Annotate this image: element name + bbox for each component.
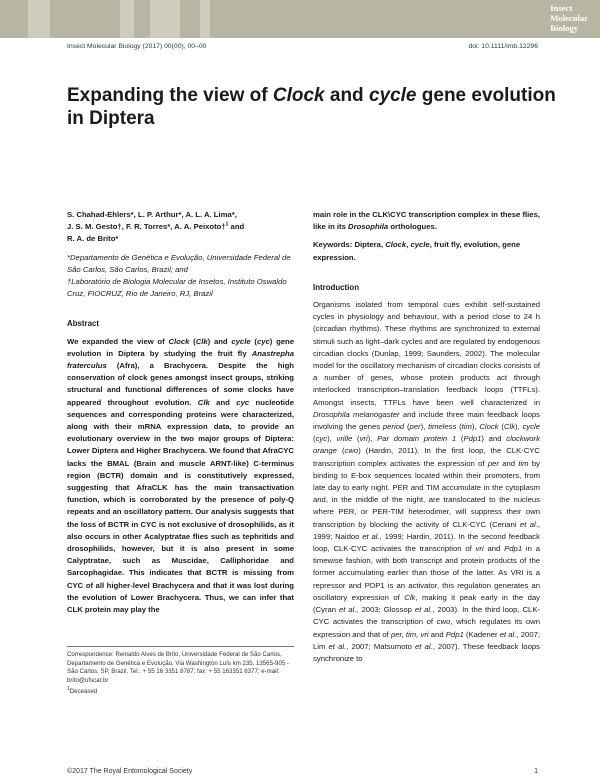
intro-segment: and (428, 629, 446, 639)
title-gene-clock: Clock (272, 85, 325, 106)
italic-term: vri (359, 434, 368, 444)
introduction-heading: Introduction (313, 282, 360, 292)
italic-term: et al. (362, 531, 380, 541)
deceased-marker: 1 (225, 221, 229, 228)
introduction-text (313, 299, 540, 665)
italic-term: vri (475, 544, 484, 554)
deceased-note: $^1$Deceased (67, 685, 98, 695)
intro-segment: ( (352, 434, 360, 444)
intro-segment: ) (Hardin, 2011). In the first loop, the CLK-CYC transcription complex activates the expression of (313, 446, 540, 468)
italic-term: clockwork orange (313, 434, 540, 456)
journal-logo (550, 3, 588, 33)
banner-decoration (28, 0, 50, 38)
italic-term: et al. (328, 641, 347, 651)
intro-segment: in a timewise fashion, with both transcript and protein products of the former accumulating earlier than those of the latter. As VRI is a repressor and PDP1 is an activator, this regulation generates an oscillatory expression of (313, 544, 540, 602)
journal-logo-line: Molecular (550, 13, 588, 23)
intro-segment: , 2007; Lim (313, 629, 541, 651)
right-column (313, 209, 540, 665)
italic-term: Clock (479, 422, 499, 432)
intro-segment: ), (420, 422, 429, 432)
author-list (67, 209, 294, 246)
italic-term: et al. (415, 641, 433, 651)
intro-segment: , 1999; Naidoo (313, 519, 540, 541)
doi: doi: 10.1111/imb.12296 (468, 43, 538, 50)
intro-segment: ), (327, 434, 337, 444)
intro-segment: , 2003; Glossop (356, 605, 415, 615)
italic-term: Clk (503, 422, 516, 432)
intro-segment: and (498, 458, 519, 468)
intro-segment: ( (498, 422, 504, 432)
intro-segment: ( (456, 422, 462, 432)
italic-term: Pdp1 (445, 629, 464, 639)
italic-term: per, tim, vri (390, 629, 429, 639)
intro-segment: , 2003). In the third loop, CLK-CYC activates the transcription of (313, 605, 541, 627)
title-text: Expanding the view of (67, 85, 273, 106)
italic-term: per (409, 422, 421, 432)
intro-segment: by binding to E-box sequences located within their promoters, from late day to early night. PER and TIM accumulate in the cytoplasm and, in the middle of the night, are translocated to the nucleus where PER, or PER-TIM heterodimer, will suppress their own transcription by blocking the activity of CLK-CYC (Ceriani (313, 458, 540, 529)
article-title (67, 84, 567, 130)
banner-decoration (150, 0, 180, 38)
author-line: S. Chahad-Ehlers*, L. P. Arthur*, A. L. A. Lima*, (67, 210, 237, 219)
italic-term: cwo (344, 446, 359, 456)
banner-decoration (120, 0, 134, 38)
affiliation: *Departamento de Genética e Evolução, Universidade Federal de São Carlos, São Carlos, Brazil; and (67, 252, 291, 274)
italic-term: tim (518, 458, 529, 468)
abstract-heading: Abstract (67, 319, 100, 329)
left-column (67, 209, 294, 616)
intro-segment: ), (515, 422, 523, 432)
intro-segment: and include three main feedback loops involving the genes (313, 409, 540, 432)
italic-term: et al. (519, 519, 538, 529)
intro-segment: , making it peak early in the day (Cyran (313, 592, 540, 615)
italic-term: et al. (414, 605, 433, 615)
italic-term: et al. (499, 629, 517, 639)
intro-segment: , 1999; Hardin, 2011). In the second feedback loop, CLK-CYC activates the transcription of (313, 531, 540, 554)
abstract-continuation: main role in the CLK\CYC transcription complex in these flies, like in its Drosophila orthologues. (313, 210, 540, 232)
banner-decoration (200, 0, 210, 38)
intro-segment: ( (336, 446, 345, 456)
journal-logo-line: Insect (550, 3, 573, 13)
italic-term: per (487, 458, 499, 468)
title-text: gene evolution in Diptera (67, 85, 556, 129)
intro-segment: ( (404, 422, 410, 432)
title-gene-cycle: cycle (368, 85, 417, 106)
journal-banner (0, 0, 600, 38)
author-line: J. S. M. Gesto†, F. R. Torres*, A. A. Peixoto†$^1$ and (67, 221, 245, 232)
intro-segment: ), (367, 434, 378, 444)
italic-term: Pdp1 (463, 434, 482, 444)
italic-term: Clk (404, 592, 416, 602)
italic-term: Pdp1 (504, 544, 523, 554)
intro-segment: (Kadener (463, 629, 500, 639)
italic-term: tim (461, 422, 472, 432)
intro-segment: , 2007). These feedback loops synchronize to (313, 641, 540, 663)
keywords: Keywords: Diptera, Clock, cycle, fruit fly, evolution, gene expression. (313, 240, 521, 262)
correspondence-text: Correspondence: Reinaldo Alves de Brito, Universidade Federal de São Carlos, Departamento de Genética e Evolução, Via Washington Luís km 235, 13565-905 - São Carlos, SP, Brazil. Tel.: + 55 16 3351 8787; fax: + 55 163351 8377; e-mail: brito@ufscar.br (67, 651, 289, 684)
intro-segment: ( (313, 434, 316, 444)
abstract-text: We expanded the view of Clock (Clk) and cycle (cyc) gene evolution in Diptera by studying the fruit fly Anastrepha fraterculus (Afra), a Brachycera. Despite the high conservation of clock genes amongst insect groups, striking structural and functional differences of some clocks have appeared throughout evolution. Clk and cyc nucleotide sequences and corresponding proteins were characterized, along with their mRNA expression data, to provide an evolutionary overview in the two major groups of Diptera: Lower Diptera and Higher Brachycera. We found that AfraCYC lacks the BMAL (Brain and muscle ARNT-like) C-terminus region (BCTR) domain and is constitutively expressed, suggesting that AfraCLK has the main transactivation function, which is corroborated by the presence of poly-Q repeats and an oscillatory pattern. Our analysis suggests that the loss of BCTR in CYC is not exclusive of drosophilids, as it also occurs in other Acalyptratae flies such as tephritids and drosophilids, however, but it is also present in some Calyptratae, such as Muscidae, Calliphoridae and Sarcophagidae. This indicates that BCTR is missing from CYC of all higher-level Brachycera and that it was lost during the evolution of Lower Brachycera. Thus, we can infer that CLK protein may play the (67, 336, 295, 615)
intro-segment: ( (456, 434, 464, 444)
italic-term: vrille (336, 434, 353, 444)
intro-segment: ) and (481, 434, 507, 444)
italic-term: period (382, 422, 405, 432)
journal-logo-line: Biology (550, 23, 578, 33)
intro-segment: Organisms isolated from temporal cues exhibit self-sustained cycles in physiology and behaviour, with a period close to 24 h (circadian rhythms). These rhythms are synchronized to external stimuli such as light–dark cycles and are regulated by endogenous circadian clocks (Dunlap, 1999; Saunders, 2002). The molecular model for the oscillatory mechanism of circadian clocks consists of a number of genes, whose protein products act through interlocked transcription–translation feedback loops (TTFLs). Amongst insects, TTFLs have been well characterized in (313, 300, 540, 407)
italic-term: Drosophila melanogaster (313, 409, 400, 419)
intro-segment: , 2007; Matsumoto (346, 641, 416, 651)
affiliation: †Laboratório de Biologia Molecular de Insetos, Instituto Oswaldo Cruz, FIOCRUZ, Rio de Janeiro, RJ, Brazil (67, 277, 287, 299)
italic-term: et al. (339, 605, 357, 615)
author-line: R. A. de Brito* (67, 234, 119, 244)
title-text: and (324, 85, 369, 106)
copyright: ©2017 The Royal Entomological Society (67, 768, 193, 775)
page-number: 1 (534, 768, 538, 775)
italic-term: timeless (428, 422, 457, 432)
footnote-divider (67, 646, 294, 647)
journal-citation: Insect Molecular Biology (2017) 00(00), 00–00 (67, 43, 207, 50)
italic-term: Par domain protein 1 (377, 434, 457, 444)
intro-segment: , which regulates its own expression and that of (313, 617, 540, 639)
intro-segment: and (483, 544, 505, 554)
correspondence-footnote (67, 651, 294, 697)
keywords-label: Keywords: (313, 240, 353, 250)
italic-term: cyc (315, 434, 328, 444)
italic-term: cycle (522, 422, 541, 432)
italic-term: cwo (436, 617, 451, 627)
intro-segment: ), (471, 422, 480, 432)
